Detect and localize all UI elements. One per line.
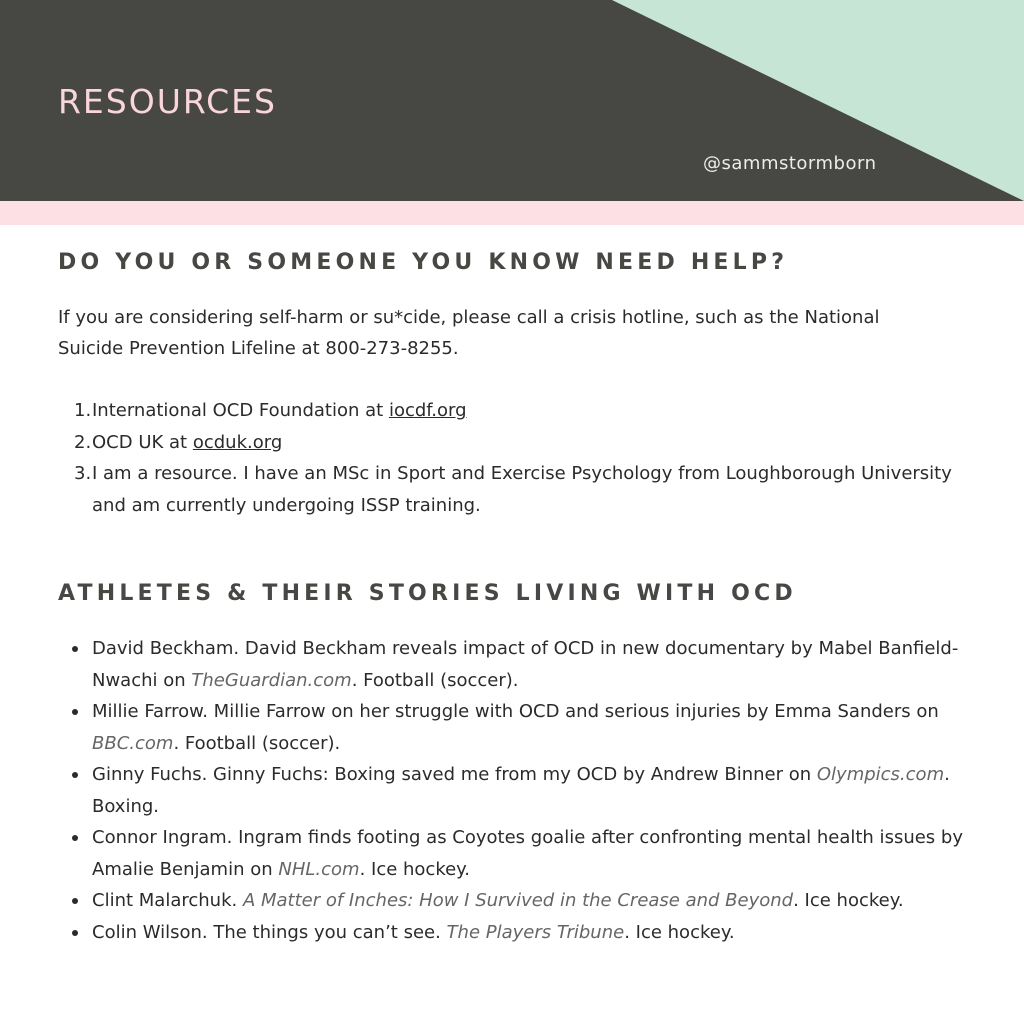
list-number: 2. [74, 431, 92, 453]
story-text: Connor Ingram. Ingram finds footing as Coyotes goalie after confronting mental health issues by Amalie Benjamin on [92, 827, 963, 880]
list-item [58, 885, 968, 917]
athlete-stories-list [58, 633, 968, 948]
list-item-text: International OCD Foundation at [92, 400, 389, 421]
story-sport: . Ice hockey. [359, 858, 470, 880]
page-title: RESOURCES [58, 82, 277, 121]
story-source: NHL.com [278, 858, 360, 880]
athletes-heading: ATHLETES & THEIR STORIES LIVING WITH OCD [58, 581, 797, 606]
bullet-dot-icon [72, 772, 78, 778]
list-item [58, 458, 968, 521]
story-sport: . Ice hockey. [624, 921, 735, 943]
list-item-text: I am a resource. I have an MSc in Sport and Exercise Psychology from Loughborough University and am currently undergoing ISSP training. [92, 463, 952, 516]
pink-divider-band [0, 201, 1024, 225]
help-resource-list [58, 395, 968, 521]
story-source: BBC.com [92, 732, 174, 754]
help-heading: DO YOU OR SOMEONE YOU KNOW NEED HELP? [58, 250, 789, 275]
story-sport: . Boxing. [92, 764, 950, 817]
list-item [58, 917, 968, 949]
social-handle: @sammstormborn [703, 153, 877, 174]
ocduk-link[interactable]: ocduk.org [192, 431, 283, 453]
bullet-dot-icon [72, 709, 78, 715]
main-content [58, 250, 968, 948]
bullet-dot-icon [72, 898, 78, 904]
story-source: Olympics.com [816, 764, 945, 785]
story-text: Millie Farrow. Millie Farrow on her struggle with OCD and serious injuries by Emma Sanders on [92, 701, 939, 722]
iocdf-link[interactable]: iocdf.org [388, 400, 467, 421]
story-source: TheGuardian.com [191, 669, 352, 691]
list-item [58, 822, 968, 885]
list-item [58, 696, 968, 759]
story-text: Clint Malarchuk. [92, 890, 243, 911]
story-source: The Players Tribune [446, 921, 625, 943]
story-sport: . Football (soccer). [173, 732, 341, 754]
story-text: Colin Wilson. The things you can’t see. [92, 921, 447, 943]
list-item [58, 395, 968, 427]
list-item [58, 427, 968, 459]
bullet-dot-icon [72, 646, 78, 652]
story-sport: . Ice hockey. [793, 890, 904, 911]
bullet-dot-icon [72, 930, 78, 936]
story-source: A Matter of Inches: How I Survived in the Crease and Beyond [242, 890, 794, 911]
bullet-dot-icon [72, 835, 78, 841]
list-item [58, 759, 968, 822]
list-item [58, 633, 968, 696]
story-text: Ginny Fuchs. Ginny Fuchs: Boxing saved me from my OCD by Andrew Binner on [92, 764, 817, 785]
list-number: 1. [74, 400, 92, 421]
story-sport: . Football (soccer). [351, 669, 519, 691]
list-number: 3. [74, 463, 92, 484]
story-text: David Beckham. David Beckham reveals impact of OCD in new documentary by Mabel Banfield-Nwachi on [92, 638, 959, 691]
help-paragraph: If you are considering self-harm or su*cide, please call a crisis hotline, such as the National Suicide Prevention Lifeline at 800-273-8255. [58, 307, 880, 359]
list-item-text: OCD UK at [92, 431, 193, 453]
